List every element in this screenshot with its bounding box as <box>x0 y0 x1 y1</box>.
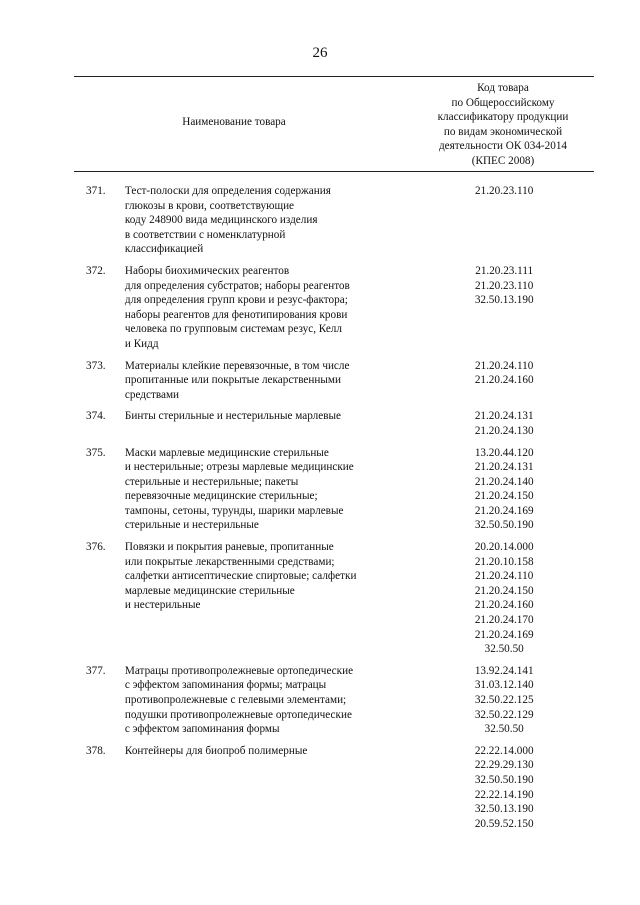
header-code-line: деятельности ОК 034-2014 <box>438 140 568 153</box>
product-code: 21.20.24.150 <box>474 490 534 503</box>
goods-name-line: Тест-полоски для определения содержания <box>124 185 331 197</box>
product-code: 21.20.23.110 <box>475 279 534 292</box>
table-row <box>74 184 594 257</box>
product-code: 21.20.24.110 <box>475 570 534 583</box>
goods-name-line: для определения субстратов; наборы реагентов <box>124 279 350 292</box>
goods-name-line: наборы реагентов для фенотипирования крови <box>124 308 348 321</box>
product-code: 21.20.24.169 <box>474 628 534 641</box>
row-codes <box>414 409 594 438</box>
goods-name-line: для определения групп крови и резус-фактора; <box>124 294 348 307</box>
goods-name-line: средствами <box>124 388 180 401</box>
goods-name-line: Контейнеры для биопроб полимерные <box>124 744 308 757</box>
goods-name-line: Наборы биохимических реагентов <box>124 264 290 277</box>
goods-name-line: Матрацы противопролежневые ортопедические <box>124 664 354 677</box>
header-code-line: по Общероссийскому <box>451 96 555 109</box>
goods-name-line: противопролежневые с гелевыми элементами; <box>124 694 347 706</box>
goods-name-line: Бинты стерильные и нестерильные марлевые <box>124 410 341 423</box>
goods-name-line: Материалы клейкие перевязочные, в том числе <box>124 359 350 372</box>
goods-name-line: Маски марлевые медицинские стерильные <box>124 446 329 459</box>
product-code: 32.50.22.129 <box>474 708 534 721</box>
row-goods-name <box>125 664 414 737</box>
product-code: 21.20.24.160 <box>474 599 534 612</box>
goods-name-line: Повязки и покрытия раневые, пропитанные <box>124 541 334 554</box>
goods-name-line: в соответствии с номенклатурной <box>124 228 286 241</box>
product-code: 21.20.24.140 <box>474 475 534 488</box>
row-codes <box>414 184 594 257</box>
product-code: 20.59.52.150 <box>474 817 534 830</box>
row-codes <box>414 446 594 534</box>
header-code-line: Код товара <box>477 82 529 94</box>
product-code: 21.20.24.169 <box>474 504 534 517</box>
row-goods-name <box>125 744 414 832</box>
goods-name-line: или покрытые лекарственными средствами; <box>124 555 335 568</box>
product-code: 21.20.23.110 <box>475 185 534 197</box>
table-row <box>74 744 594 832</box>
product-code: 21.20.24.130 <box>474 424 534 437</box>
goods-name-line: пропитанные или покрытые лекарственными <box>124 374 341 387</box>
product-code: 21.20.24.160 <box>474 374 534 387</box>
goods-name-line: глюкозы в крови, соответствующие <box>124 199 295 212</box>
row-goods-name <box>125 540 414 657</box>
goods-name-line: человека по групповым системам резус, Келл <box>124 323 342 336</box>
row-number: 371. <box>86 185 106 197</box>
row-number: 376. <box>86 541 106 554</box>
goods-name-line: марлевые медицинские стерильные <box>124 584 295 597</box>
goods-name-line: тампоны, сетоны, турунды, шарики марлевые <box>124 504 344 517</box>
product-code: 21.20.23.111 <box>475 264 534 277</box>
product-code: 32.50.13.190 <box>474 294 534 307</box>
row-number: 375. <box>86 446 106 459</box>
row-goods-name <box>125 359 414 403</box>
product-code: 21.20.24.110 <box>475 359 534 372</box>
table-row <box>74 359 594 403</box>
product-code: 21.20.10.158 <box>474 555 534 568</box>
table-row <box>74 540 594 657</box>
product-code: 32.50.22.125 <box>474 694 534 706</box>
goods-name-line: и нестерильные <box>124 599 201 612</box>
row-codes <box>414 359 594 403</box>
product-code: 32.50.50 <box>484 723 524 736</box>
product-code: 20.20.14.000 <box>474 541 534 554</box>
row-codes <box>414 664 594 737</box>
goods-name-line: салфетки антисептические спиртовые; салфетки <box>124 570 357 583</box>
goods-name-line: стерильные и нестерильные; пакеты <box>124 475 299 488</box>
table-row <box>74 664 594 737</box>
row-number: 378. <box>86 744 106 757</box>
row-number: 377. <box>86 664 106 677</box>
row-goods-name <box>125 409 414 438</box>
product-code: 22.22.14.000 <box>474 744 534 757</box>
goods-name-line: подушки противопролежневые ортопедические <box>124 708 352 721</box>
goods-name-line: и нестерильные; отрезы марлевые медицинские <box>124 461 354 474</box>
product-code: 22.22.14.190 <box>474 788 534 801</box>
product-code: 21.20.24.150 <box>474 584 534 597</box>
column-header-code <box>412 81 594 169</box>
header-code-line: по видам экономической <box>443 125 563 138</box>
header-code-line: классификатору продукции <box>437 111 569 124</box>
table-row <box>74 264 594 352</box>
product-code: 13.92.24.141 <box>474 664 534 677</box>
product-code: 21.20.24.131 <box>474 410 534 423</box>
product-code: 21.20.24.170 <box>474 614 534 627</box>
page-number: 26 <box>312 45 328 61</box>
product-code: 21.20.24.131 <box>474 461 534 474</box>
table-header <box>74 76 594 172</box>
product-code: 13.20.44.120 <box>474 446 534 459</box>
goods-name-line: классификацией <box>124 243 204 256</box>
goods-name-line: и Кидд <box>124 337 159 350</box>
table-row <box>74 446 594 534</box>
product-code: 32.50.13.190 <box>474 803 534 816</box>
goods-table <box>74 184 594 838</box>
product-code: 32.50.50.190 <box>474 773 534 786</box>
goods-name-line: с эффектом запоминания формы; матрацы <box>124 679 327 692</box>
column-header-name: Наименование товара <box>182 116 286 128</box>
goods-name-line: перевязочные медицинские стерильные; <box>124 490 318 503</box>
goods-name-line: с эффектом запоминания формы <box>124 723 280 736</box>
row-number: 374. <box>86 410 106 423</box>
product-code: 32.50.50.190 <box>474 519 534 532</box>
row-goods-name <box>125 184 414 257</box>
row-number: 373. <box>86 359 106 372</box>
goods-name-line: стерильные и нестерильные <box>124 519 259 532</box>
row-codes <box>414 264 594 352</box>
row-number: 372. <box>86 264 106 277</box>
row-codes <box>414 744 594 832</box>
header-code-line: (КПЕС 2008) <box>471 154 535 167</box>
product-code: 32.50.50 <box>484 643 524 656</box>
row-goods-name <box>125 446 414 534</box>
product-code: 22.29.29.130 <box>474 759 534 772</box>
row-goods-name <box>125 264 414 352</box>
product-code: 31.03.12.140 <box>474 679 534 692</box>
goods-name-line: коду 248900 вида медицинского изделия <box>124 214 318 227</box>
row-codes <box>414 540 594 657</box>
table-row <box>74 409 594 438</box>
